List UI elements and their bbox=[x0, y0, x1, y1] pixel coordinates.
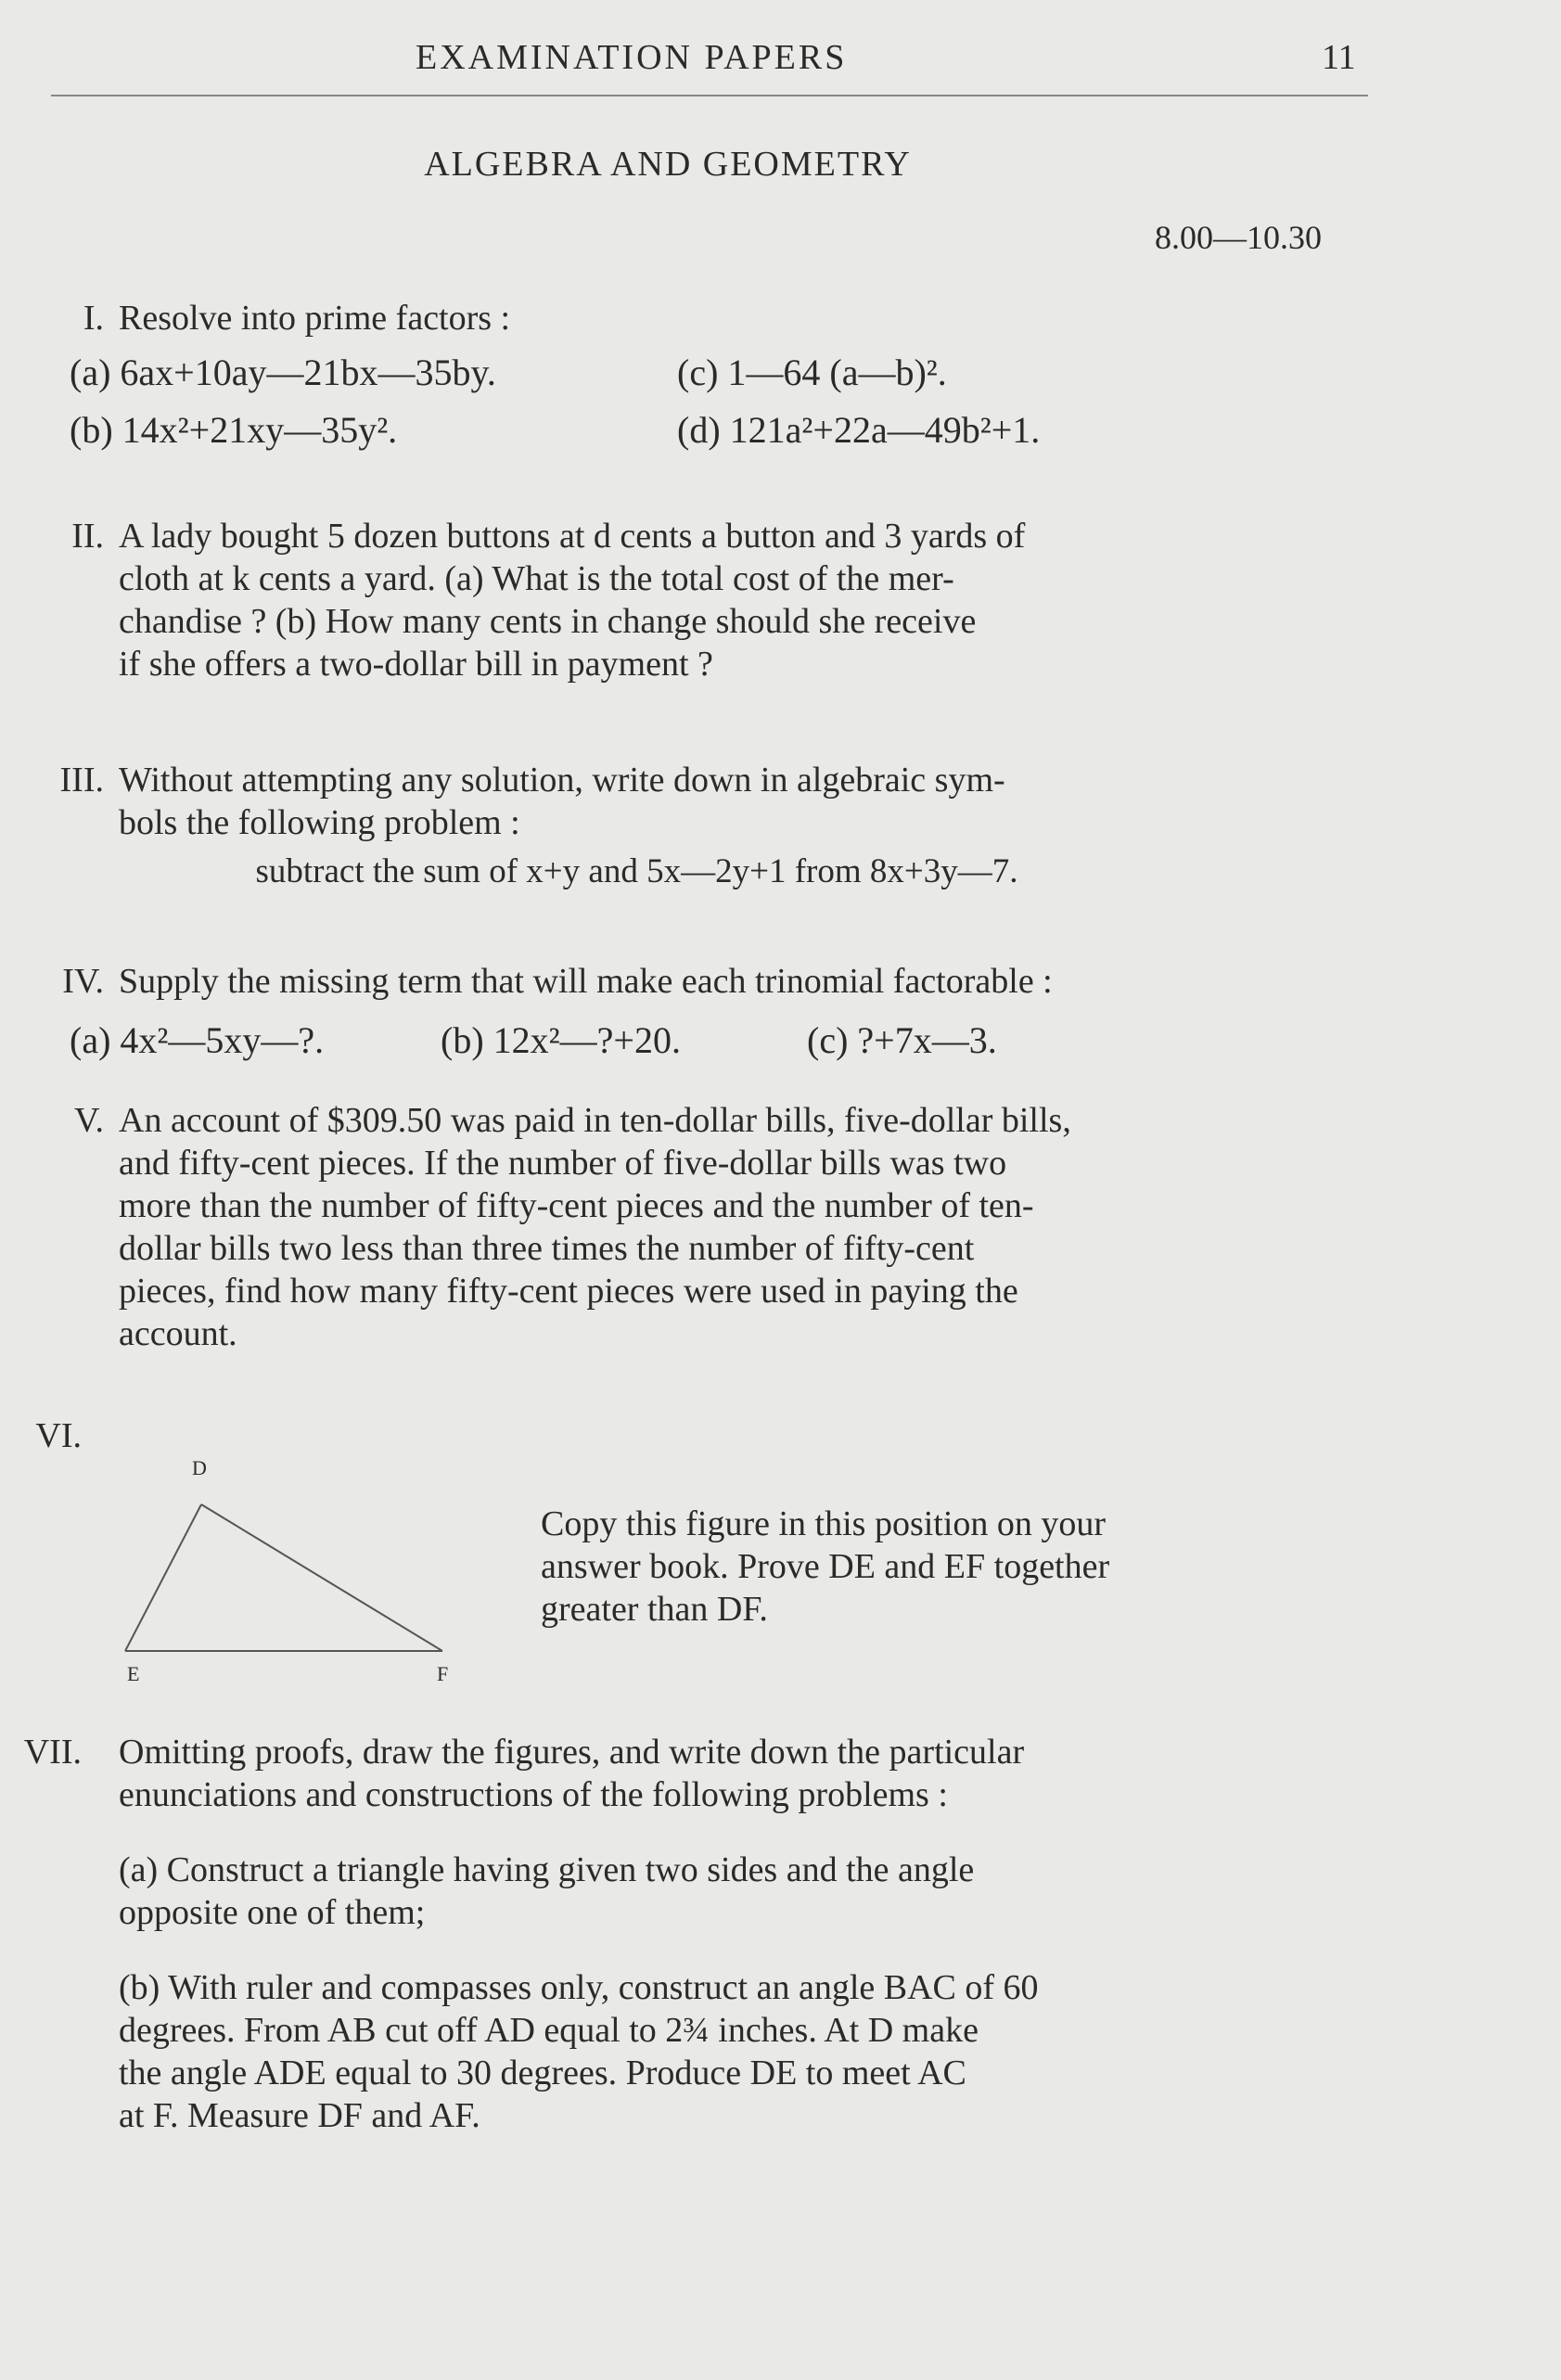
question-number: VI. bbox=[35, 1416, 82, 1455]
q1-part-b: (b) 14x²+21xy—35y². bbox=[70, 409, 398, 451]
triangle-diagram bbox=[116, 1456, 468, 1688]
exam-time: 8.00—10.30 bbox=[1155, 219, 1322, 256]
exam-page: EXAMINATION PAPERS 11 ALGEBRA AND GEOMETRY 8.00—10.30 I. Resolve into prime factors : (a) 6ax+10ay—21bx—35by. (c) 1—64 (a—b)². (b) 14x²+21xy—35y². (d) 121a²+22a—49b²+1. II. A lady bought 5 dozen buttons at d cents a button and 3 yards of cloth at k cents a yard. (a) What is the total cost of the mer- chandise ? (b) How many cents in change should she receive if she offers a two-dollar bill in payment ? III. Without attempting any solution, write down in algebraic sym- bols the following problem : subtract the sum of x+y and 5x—2y+1 from 8x+3y—7. IV. Supply the missing term that will make each trinomial factorable : (a) 4x²—5xy—?. (b) 12x²—?+20. (c) ?+7x—3. V. An account of $309.50 was paid in ten-dollar bills, five-dollar bills, and fifty-cent pieces. If the number of five-dollar bills was two more than the number of fifty-cent pieces and the number of ten- dollar bills two less than three times the number of fifty-cent pieces, find how many fifty-cent pieces were used in paying the account. VI. D E F Copy this figure in this position on your answer book. Prove DE and EF together greater than DF. VII. Omitting proofs, draw the figures, and write down the particular enunciations and constructions of the following problems : (a) Construct a triangle having given two sides and the angle opposite one of them; (b) With ruler and compasses only, construct an angle BAC of 60 degrees. From AB cut off AD equal to 2¾ inches. At D make the angle ADE equal to 30 degrees. Produce DE to meet AC at F. Measure DF and AF. bbox=[0, 0, 1561, 2380]
vertex-label-d: D bbox=[192, 1456, 207, 1479]
q1-part-a: (a) 6ax+10ay—21bx—35by. bbox=[70, 352, 496, 393]
q4-part-c: (c) ?+7x—3. bbox=[807, 1019, 997, 1061]
q1-part-c: (c) 1—64 (a—b)². bbox=[677, 352, 947, 393]
question-number: I. bbox=[83, 299, 104, 338]
question-text: A lady bought 5 dozen buttons at d cents a button and 3 yards of cloth at k cents a yard. (a) What is the total cost of the mer- chandise ? (b) How many cents in change should she receive if she offers a two-dollar bill in payment ? bbox=[119, 517, 1026, 684]
q4-part-a: (a) 4x²—5xy—?. bbox=[70, 1019, 325, 1061]
q3-problem: subtract the sum of x+y and 5x—2y+1 from 8x+3y—7. bbox=[255, 852, 1018, 890]
question-number: IV. bbox=[62, 962, 104, 1001]
q1-part-d: (d) 121a²+22a—49b²+1. bbox=[677, 409, 1041, 451]
question-number: III. bbox=[59, 761, 104, 800]
question-number: II. bbox=[71, 517, 104, 556]
section-title: ALGEBRA AND GEOMETRY bbox=[424, 145, 912, 184]
question-text: Omitting proofs, draw the figures, and write down the particular enunciations and constructions of the following problems : bbox=[119, 1733, 1025, 1814]
page-number: 11 bbox=[1322, 38, 1356, 77]
vertex-label-f: F bbox=[437, 1662, 449, 1685]
vertex-label-e: E bbox=[127, 1662, 140, 1685]
question-number: VII. bbox=[23, 1733, 82, 1772]
q4-part-b: (b) 12x²—?+20. bbox=[441, 1019, 681, 1061]
page-header bbox=[0, 37, 1561, 102]
question-text: Without attempting any solution, write down in algebraic sym- bols the following problem : bbox=[119, 761, 1005, 842]
question-text: Resolve into prime factors : bbox=[119, 299, 511, 338]
question-text: Supply the missing term that will make each trinomial factorable : bbox=[119, 962, 1053, 1001]
running-title: EXAMINATION PAPERS bbox=[416, 38, 848, 77]
triangle-figure bbox=[116, 1456, 468, 1688]
question-number: V. bbox=[73, 1101, 104, 1140]
header-rule bbox=[51, 95, 1368, 96]
question-text: An account of $309.50 was paid in ten-dollar bills, five-dollar bills, and fifty-cent pieces. If the number of five-dollar bills was two more than the number of fifty-cent pieces and the number of ten- dollar bills two less than three times the number of fifty-cent pieces, find how many fifty-cent pieces were used in paying the account. bbox=[119, 1101, 1071, 1353]
